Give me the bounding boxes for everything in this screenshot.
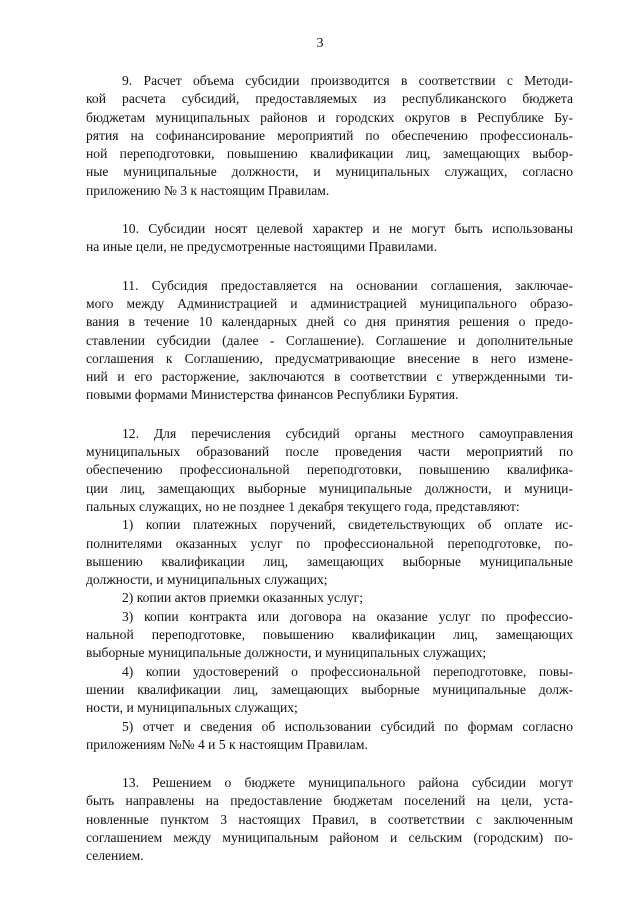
- text-line: приложениям №№ 4 и 5 к настоящим Правилам.: [86, 736, 368, 752]
- text-line: селением.: [86, 848, 144, 864]
- paragraph-12: [86, 425, 573, 516]
- text-line: 3) копии контракта или договора на оказание услуг по профессио-: [122, 608, 573, 624]
- paragraph-list: [86, 72, 573, 516]
- paragraph-text: [86, 774, 573, 865]
- text-line: 4) копии удостоверений о профессиональной переподготовке, повы-: [122, 663, 573, 679]
- list-item: [86, 663, 573, 718]
- text-line: 5) отчет и сведения об использовании субсидий по формам согласно: [122, 718, 573, 734]
- text-line: ности, и муниципальных служащих;: [86, 700, 298, 716]
- text-line: ции лиц, замещающих выборные муниципальные должности, и муници-: [86, 480, 573, 496]
- text-line: должности, и муниципальных служащих;: [86, 572, 328, 588]
- text-line: 12. Для перечисления субсидий органы местного самоуправления: [122, 425, 573, 441]
- text-line: бюджетам муниципальных районов и городских округов в Республике Бу-: [86, 109, 573, 125]
- list-item: [86, 718, 573, 755]
- paragraph-10: [86, 220, 573, 257]
- text-line: выборные муниципальные должности, и муниципальных служащих;: [86, 645, 487, 661]
- text-line: ставлении субсидии (далее - Соглашение). Соглашение и дополнительные: [86, 332, 573, 348]
- text-line: 2) копии актов приемки оказанных услуг;: [122, 590, 364, 606]
- text-line: рятия на софинансирование мероприятий по обеспечению профессиональ-: [86, 127, 573, 143]
- text-line: шении квалификации лиц, замещающих выборные муниципальные долж-: [86, 681, 573, 697]
- page-number: 3: [316, 36, 324, 51]
- text-line: пальных служащих, но не позднее 1 декабря текущего года, представляют:: [86, 498, 520, 514]
- text-line: вышению квалификации лиц, замещающих выборные муниципальные: [86, 553, 573, 569]
- text-line: быть направлены на предоставление бюджетам поселений на цели, уста-: [86, 793, 573, 809]
- text-line: муниципальных образований после проведения части мероприятий по: [86, 444, 573, 460]
- text-line: приложению № 3 к настоящим Правилам.: [86, 182, 330, 198]
- text-line: ной переподготовки, повышению квалификации лиц, замещающих выбор-: [86, 146, 573, 162]
- text-line: кой расчета субсидий, предоставляемых из республиканского бюджета: [86, 91, 573, 107]
- document-body: [86, 72, 573, 866]
- text-line: вания в течение 10 календарных дней со дня принятия решения о предо-: [86, 314, 573, 330]
- enumerated-items: [86, 516, 573, 754]
- text-line: 9. Расчет объема субсидии производится в соответствии с Методи-: [122, 73, 573, 88]
- text-line: обеспечению профессиональной переподготовки, повышению квалифика-: [86, 462, 573, 478]
- text-line: ные муниципальные должности, и муниципальных служащих, согласно: [86, 164, 573, 180]
- text-line: повыми формами Министерства финансов Республики Бурятия.: [86, 387, 459, 403]
- text-line: 11. Субсидия предоставляется на основании соглашения, заключае-: [122, 277, 573, 293]
- text-line: ний и его расторжение, заключаются в соответствии с утвержденными ти-: [86, 369, 573, 385]
- paragraph-9: [86, 72, 573, 200]
- text-line: 10. Субсидии носят целевой характер и не могут быть использованы: [122, 221, 573, 237]
- text-line: 13. Решением о бюджете муниципального района субсидии могут: [122, 775, 573, 791]
- text-line: мого между Администрацией и администрацией муниципального образо-: [86, 295, 573, 311]
- text-line: соглашением между муниципальным районом и сельским (городским) по-: [86, 829, 573, 845]
- text-line: новленные пунктом 3 настоящих Правил, в соответствии с заключенным: [86, 811, 573, 827]
- text-line: на иные цели, не предусмотренные настоящими Правилами.: [86, 239, 437, 255]
- text-line: 1) копии платежных поручений, свидетельствующих об оплате ис-: [122, 517, 573, 533]
- list-item: [86, 589, 573, 607]
- paragraph-11: [86, 277, 573, 405]
- list-item: [86, 608, 573, 663]
- text-line: полнителями оказанных услуг по профессиональной переподготовке, по-: [86, 535, 573, 551]
- text-line: нальной переподготовке, повышению квалификации лиц, замещающих: [86, 627, 573, 643]
- list-item: [86, 516, 573, 589]
- text-line: соглашения к Соглашению, предусматривающие внесение в него измене-: [86, 350, 573, 366]
- paragraph-13: [86, 774, 573, 865]
